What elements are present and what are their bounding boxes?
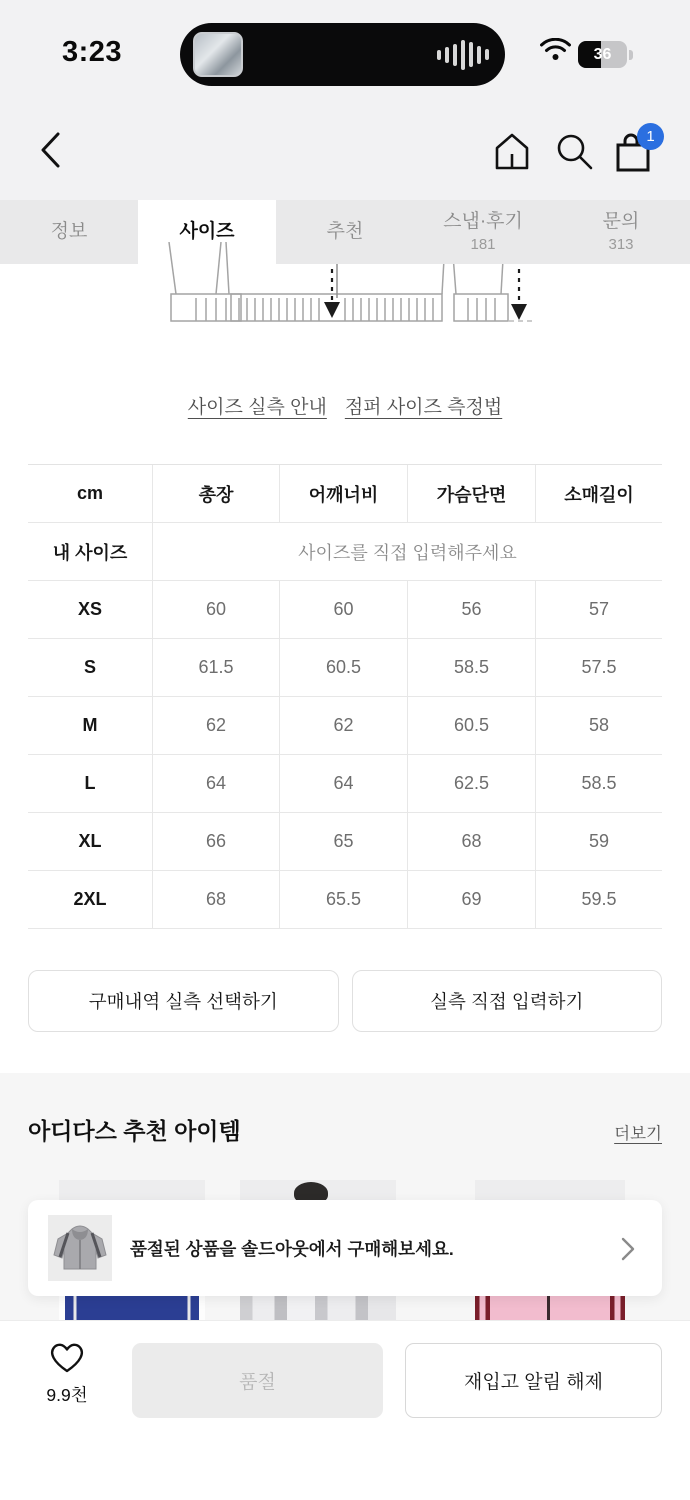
col-chest: 가슴단면	[407, 465, 535, 523]
table-cell: 66	[152, 813, 279, 871]
purchase-history-measure-button[interactable]: 구매내역 실측 선택하기	[28, 970, 339, 1032]
tab-size-label: 사이즈	[179, 221, 235, 243]
table-cell: 57	[535, 581, 662, 639]
soldout-banner[interactable]	[28, 1200, 662, 1296]
size-table	[28, 464, 662, 929]
size-guide-links	[0, 392, 690, 419]
measure-buttons-row	[28, 970, 662, 1032]
table-cell: 68	[152, 871, 279, 929]
tab-info[interactable]	[0, 200, 138, 264]
product-tabbar	[0, 200, 690, 264]
my-size-input-placeholder[interactable]: 사이즈를 직접 입력해주세요	[152, 523, 662, 581]
row-xs-label: XS	[28, 581, 152, 639]
search-icon[interactable]	[553, 130, 595, 172]
jumper-measure-method-link[interactable]: 점퍼 사이즈 측정법	[344, 397, 503, 418]
table-cell: 64	[152, 755, 279, 813]
table-cell: 64	[279, 755, 407, 813]
table-cell: 68	[407, 813, 535, 871]
col-sleeve: 소매길이	[535, 465, 662, 523]
top-bar	[0, 0, 690, 200]
chevron-right-icon	[620, 1236, 636, 1262]
tab-inquiry[interactable]	[552, 200, 690, 264]
table-cell: 60	[279, 581, 407, 639]
restock-alert-off-button[interactable]: 재입고 알림 해제	[405, 1343, 662, 1418]
like-button[interactable]	[34, 1339, 100, 1407]
table-cell: 69	[407, 871, 535, 929]
col-total-length: 총장	[152, 465, 279, 523]
table-cell: 56	[407, 581, 535, 639]
bottom-action-bar	[0, 1320, 690, 1500]
table-cell: 58.5	[407, 639, 535, 697]
table-cell: 57.5	[535, 639, 662, 697]
table-cell: 62.5	[407, 755, 535, 813]
table-unit-header: cm	[28, 465, 152, 523]
table-cell: 65.5	[279, 871, 407, 929]
row-m-label: M	[28, 697, 152, 755]
tab-snap-review-count: 181	[470, 235, 496, 253]
row-l-label: L	[28, 755, 152, 813]
table-cell: 62	[279, 697, 407, 755]
table-cell: 58.5	[535, 755, 662, 813]
recommend-more-link[interactable]: 더보기	[614, 1125, 662, 1143]
tab-snap-review[interactable]	[414, 200, 552, 264]
tab-inquiry-count: 313	[608, 235, 634, 253]
tab-snap-review-label: 스냅·후기	[443, 210, 523, 232]
battery-nub	[629, 50, 633, 60]
recommend-title: 아디다스 추천 아이템	[28, 1118, 241, 1144]
table-cell: 59	[535, 813, 662, 871]
table-cell: 60	[152, 581, 279, 639]
recommend-section	[0, 1073, 690, 1320]
wifi-icon	[540, 38, 571, 61]
table-cell: 60.5	[407, 697, 535, 755]
size-measure-guide-link[interactable]: 사이즈 실측 안내	[187, 397, 327, 418]
table-cell: 58	[535, 697, 662, 755]
table-cell: 60.5	[279, 639, 407, 697]
now-playing-thumbnail-icon	[193, 32, 243, 77]
battery-percent: 36	[593, 45, 612, 63]
soldout-banner-text: 품절된 상품을 솔드아웃에서 구매해보세요.	[130, 1238, 454, 1259]
row-s-label: S	[28, 639, 152, 697]
table-cell: 59.5	[535, 871, 662, 929]
soldout-button[interactable]: 품절	[132, 1343, 383, 1418]
row-xl-label: XL	[28, 813, 152, 871]
hoodie-thumbnail-icon	[48, 1215, 112, 1281]
row-2xl-label: 2XL	[28, 871, 152, 929]
col-shoulder: 어깨너비	[279, 465, 407, 523]
dynamic-island[interactable]	[180, 23, 505, 86]
table-cell: 61.5	[152, 639, 279, 697]
heart-icon	[47, 1339, 87, 1375]
cart-badge: 1	[637, 123, 664, 150]
battery-indicator	[578, 41, 627, 68]
my-size-label: 내 사이즈	[28, 523, 152, 581]
audio-waveform-icon	[437, 23, 489, 86]
tab-recommend[interactable]	[276, 200, 414, 264]
table-cell: 65	[279, 813, 407, 871]
like-count: 9.9천	[46, 1385, 88, 1405]
tab-size[interactable]	[138, 200, 276, 264]
status-time: 3:23	[62, 36, 123, 68]
table-cell: 62	[152, 697, 279, 755]
tab-info-label: 정보	[50, 221, 88, 243]
tab-recommend-label: 추천	[326, 221, 364, 243]
tab-inquiry-label: 문의	[602, 210, 640, 232]
navbar	[0, 118, 690, 200]
back-icon[interactable]	[38, 130, 64, 170]
manual-measure-input-button[interactable]: 실측 직접 입력하기	[352, 970, 663, 1032]
home-icon[interactable]	[492, 130, 532, 172]
